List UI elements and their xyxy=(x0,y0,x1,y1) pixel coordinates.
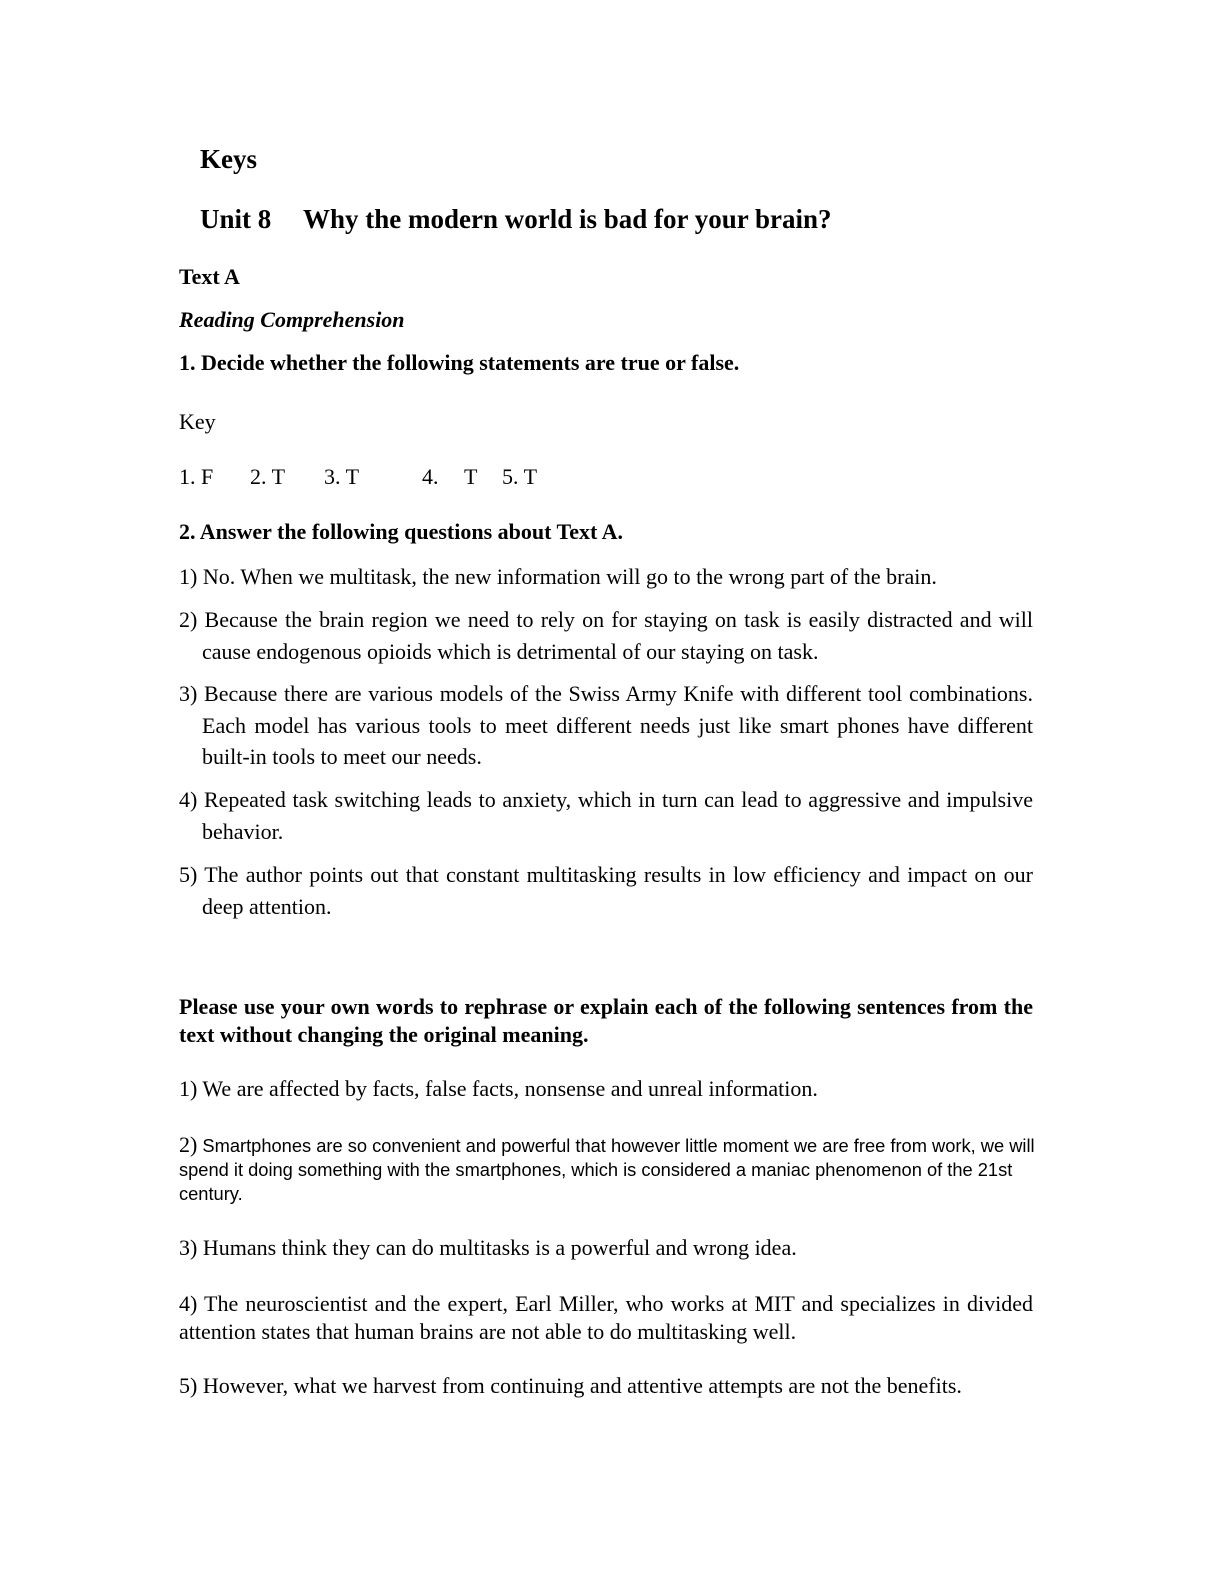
text-label: Text A xyxy=(179,264,240,289)
part2-answer-5: 5) The author points out that constant multitasking results in low efficiency and impact on our deep attention. xyxy=(179,862,1033,919)
part3-item-4: 4) The neuroscientist and the expert, Earl Miller, who works at MIT and specializes in divided attention states that human brains are not able to do multitasking well. xyxy=(179,1291,1033,1344)
part3-item-2-number: 2) xyxy=(179,1132,198,1157)
section-label: Reading Comprehension xyxy=(179,307,405,332)
unit-heading xyxy=(200,200,832,238)
keys-title: Keys xyxy=(200,144,257,174)
key-answer-3: 3. T xyxy=(324,464,360,489)
part3-item-2-text: Smartphones are so convenient and powerful that however little moment we are free from work, we will spend it doing something with the smartphones, which is considered a maniac phenomenon of the 21st century. xyxy=(179,1135,1035,1204)
part2-answer-2: 2) Because the brain region we need to rely on for staying on task is easily distracted and will cause endogenous opioids which is detrimental of our staying on task. xyxy=(179,607,1033,664)
part3-item-1: 1) We are affected by facts, false facts, nonsense and unreal information. xyxy=(179,1076,818,1101)
key-label: Key xyxy=(179,409,216,434)
key-answer-4-value: T xyxy=(464,464,478,489)
part3-instruction: Please use your own words to rephrase or explain each of the following sentences from the text without changing the original meaning. xyxy=(179,994,1033,1047)
part3-item-3: 3) Humans think they can do multitasks is a powerful and wrong idea. xyxy=(179,1235,797,1260)
part3-item-5: 5) However, what we harvest from continuing and attentive attempts are not the benefits. xyxy=(179,1373,962,1398)
unit-title: Why the modern world is bad for your brain? xyxy=(303,204,832,234)
part2-answer-4: 4) Repeated task switching leads to anxiety, which in turn can lead to aggressive and impulsive behavior. xyxy=(179,787,1033,844)
key-answer-2: 2. T xyxy=(250,464,286,489)
part2-answer-3: 3) Because there are various models of the Swiss Army Knife with different tool combinations. Each model has various tools to meet different needs just like smart phones have different built-in tools to meet our needs. xyxy=(179,681,1033,769)
key-answer-5: 5. T xyxy=(502,464,538,489)
part2-heading: 2. Answer the following questions about Text A. xyxy=(179,519,623,544)
part3-item-2 xyxy=(179,1133,1039,1206)
unit-number: Unit 8 xyxy=(200,204,272,234)
key-answer-4-number: 4. xyxy=(422,464,439,489)
key-answer-1: 1. F xyxy=(179,464,214,489)
key-answers xyxy=(179,462,779,492)
part2-answer-1: 1) No. When we multitask, the new information will go to the wrong part of the brain. xyxy=(179,564,937,589)
part1-heading: 1. Decide whether the following statements are true or false. xyxy=(179,350,740,375)
